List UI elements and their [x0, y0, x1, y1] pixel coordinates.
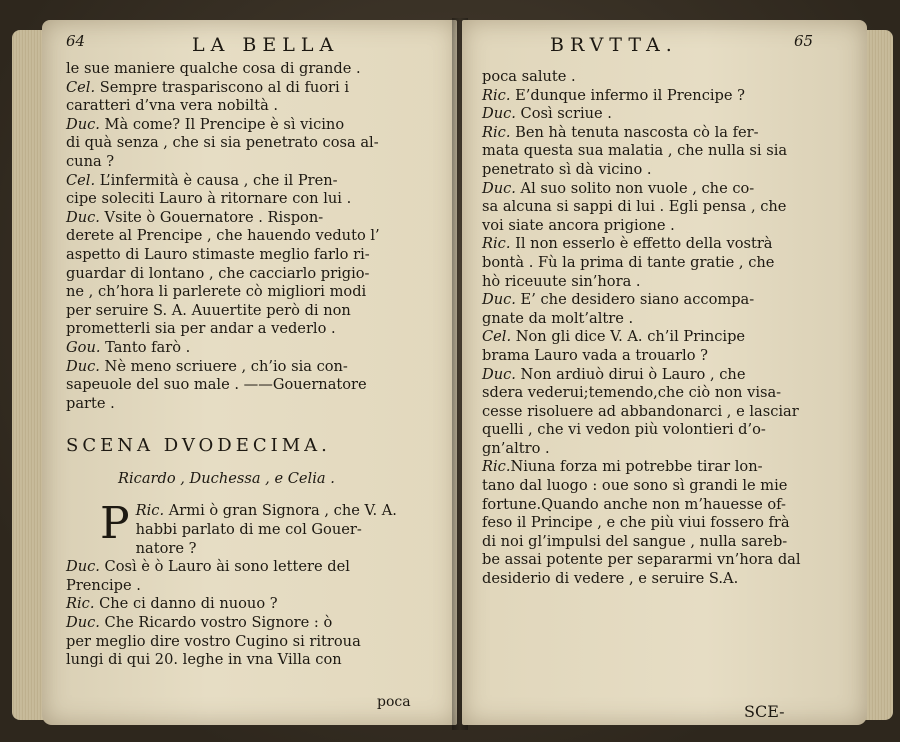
line-text: di quà senza , che si sia penetrato cosa al- — [66, 134, 379, 152]
right-running-head: BRVTTA. — [550, 34, 678, 56]
text-line — [66, 283, 438, 302]
text-line — [482, 458, 852, 477]
text-line — [66, 246, 438, 265]
speaker-label: Cel. — [66, 78, 96, 96]
speaker-label: Cel. — [66, 171, 96, 189]
line-text: E’ che desidero siano accompa- — [515, 291, 755, 309]
line-text: parte . — [66, 394, 115, 412]
speaker-label: Duc. — [66, 357, 100, 375]
speaker-label: Duc. — [482, 365, 516, 383]
line-text: be assai potente per separarmi vn’hora dal — [482, 551, 801, 569]
line-text: Niuna forza mi potrebbe tirar lon- — [510, 458, 763, 476]
text-line — [66, 79, 438, 98]
line-text: di noi gl’impulsi del sangue , nulla sareb- — [482, 532, 788, 550]
text-line — [66, 265, 438, 284]
line-text: ne , ch’hora li parlerete cò migliori modi — [66, 283, 367, 301]
line-text: natore ? — [135, 539, 197, 557]
speaker-label: Ric. — [135, 502, 165, 520]
line-text: Mà come? Il Prencipe è sì vicino — [99, 115, 345, 133]
scene-title: SCENA DVODECIMA. — [66, 435, 331, 457]
text-line — [66, 376, 438, 395]
line-text: sapeuole del suo male . ——Gouernatore — [66, 376, 367, 394]
speaker-label: Ric. — [66, 595, 95, 613]
drop-cap: P — [100, 498, 130, 550]
left-page — [42, 20, 457, 725]
text-line — [482, 421, 852, 440]
line-text: Così è ò Lauro ài sono lettere del — [99, 558, 350, 576]
text-line — [482, 366, 852, 385]
speaker-label: Ric. — [482, 458, 511, 476]
text-line — [482, 142, 852, 161]
text-line — [66, 577, 438, 596]
line-text: feso il Principe , e che più viui fossero frà — [482, 514, 790, 532]
text-line — [66, 395, 438, 414]
text-line — [66, 558, 438, 577]
right-page-text — [482, 68, 852, 589]
speaker-label: Duc. — [482, 291, 516, 309]
line-text: cipe soleciti Lauro à ritornare con lui . — [66, 190, 352, 208]
speaker-label: Duc. — [482, 105, 516, 123]
line-text: Prencipe . — [66, 576, 141, 594]
speaker-label: Ric. — [482, 86, 511, 104]
line-text: quelli , che vi vedon più volontieri d’o- — [482, 421, 766, 439]
text-line — [482, 533, 852, 552]
text-line — [66, 227, 438, 246]
line-text: bontà . Fù la prima di tante gratie , che — [482, 253, 775, 271]
text-line — [482, 235, 852, 254]
line-text: Tanto farò . — [100, 338, 191, 356]
text-line — [66, 358, 438, 377]
right-catchword: SCE- — [744, 702, 785, 721]
line-text: fortune.Quando anche non m’hauesse of- — [482, 495, 786, 513]
line-text: desiderio di vedere , e seruire S.A. — [482, 570, 739, 588]
line-text: Vsite ò Gouernatore . Rispon- — [99, 208, 324, 226]
line-text: L’infermità è causa , che il Pren- — [95, 171, 338, 189]
speaker-label: Duc. — [66, 115, 100, 133]
text-line — [482, 496, 852, 515]
line-text: gnate da molt’altre . — [482, 309, 634, 327]
scene-cast: Ricardo , Duchessa , e Celia . — [118, 469, 335, 487]
line-text: derete al Prencipe , che hauendo veduto l’ — [66, 227, 380, 245]
line-text: voi siate ancora prigione . — [482, 216, 675, 234]
left-catchword: poca — [377, 694, 411, 710]
line-text: cesse risoluere ad abbandonarci , e lasciar — [482, 402, 799, 420]
text-line — [66, 209, 438, 228]
line-text: le sue maniere qualche cosa di grande . — [66, 60, 361, 77]
line-text: per seruire S. A. Auuertite però di non — [66, 301, 351, 319]
text-line — [66, 153, 438, 172]
text-line — [482, 310, 852, 329]
text-line — [66, 134, 438, 153]
text-line — [66, 339, 438, 358]
line-text: habbi parlato di me col Gouer- — [135, 521, 362, 539]
line-text: Sempre traspariscono al di fuori i — [95, 78, 349, 96]
text-line — [66, 60, 438, 79]
left-page-edges — [12, 30, 44, 720]
line-text: Nè meno scriuere , ch’io sia con- — [99, 357, 348, 375]
text-line — [482, 105, 852, 124]
left-running-head: LA BELLA — [192, 34, 340, 56]
line-text: aspetto di Lauro stimaste meglio farlo ri- — [66, 245, 370, 263]
line-text: Al suo solito non vuole , che co- — [515, 179, 755, 197]
line-text: Così scriue . — [515, 105, 612, 123]
text-line — [482, 254, 852, 273]
text-line — [482, 440, 852, 459]
text-line — [482, 384, 852, 403]
text-line — [482, 347, 852, 366]
speaker-label: Ric. — [482, 123, 511, 141]
line-text: poca salute . — [482, 68, 576, 85]
line-text: Il non esserlo è effetto della vostrà — [510, 235, 773, 253]
right-page-edges — [865, 30, 893, 720]
speaker-label: Gou. — [66, 338, 101, 356]
text-line — [482, 124, 852, 143]
text-line — [66, 172, 438, 191]
left-page-number: 64 — [66, 32, 86, 50]
text-line — [482, 180, 852, 199]
line-text: Che Ricardo vostro Signore : ò — [99, 614, 333, 632]
line-text: E’dunque infermo il Prencipe ? — [510, 86, 745, 104]
line-text: penetrato sì dà vicino . — [482, 160, 652, 178]
line-text: Non gli dice V. A. ch’il Principe — [511, 328, 746, 346]
text-line — [66, 97, 438, 116]
text-line — [482, 477, 852, 496]
speaker-label: Duc. — [482, 179, 516, 197]
speaker-label: Duc. — [66, 614, 100, 632]
speaker-label: Ric. — [482, 235, 511, 253]
text-line — [482, 328, 852, 347]
text-line — [482, 291, 852, 310]
text-line — [66, 190, 438, 209]
text-line — [482, 161, 852, 180]
right-page-number: 65 — [794, 32, 814, 50]
text-line — [482, 198, 852, 217]
text-line — [482, 403, 852, 422]
speaker-label: Cel. — [482, 328, 512, 346]
right-lines — [482, 68, 852, 589]
line-text: Armi ò gran Signora , che V. A. — [164, 502, 397, 520]
line-text: Non ardiuò dirui ò Lauro , che — [515, 365, 746, 383]
line-text: sdera vederui;temendo,che ciò non visa- — [482, 384, 782, 402]
text-line — [66, 116, 438, 135]
line-text: cuna ? — [66, 152, 115, 170]
line-text: sa alcuna si sappi di lui . Egli pensa , che — [482, 198, 787, 216]
line-text: lungi di qui 20. leghe in vna Villa con — [66, 651, 342, 669]
line-text: prometterli sia per andar a vederlo . — [66, 320, 336, 338]
line-text: hò riceuute sin’hora . — [482, 272, 641, 290]
text-line — [66, 651, 438, 670]
text-line — [482, 273, 852, 292]
line-text: guardar di lontano , che cacciarlo prigio- — [66, 264, 370, 282]
text-line — [66, 633, 438, 652]
text-line — [66, 320, 438, 339]
text-line — [482, 570, 852, 589]
text-line — [66, 614, 438, 633]
text-line — [66, 302, 438, 321]
text-line — [66, 595, 438, 614]
line-text: gn’altro . — [482, 439, 550, 457]
left-lines — [66, 60, 438, 413]
text-line — [482, 514, 852, 533]
line-text: per meglio dire vostro Cugino si ritroua — [66, 632, 361, 650]
text-line — [482, 217, 852, 236]
line-text: mata questa sua malatia , che nulla si sia — [482, 142, 788, 160]
text-line — [482, 68, 852, 87]
line-text: tano dal luogo : oue sono sì grandi le mie — [482, 477, 788, 495]
line-text: Ben hà tenuta nascosta cò la fer- — [510, 123, 759, 141]
right-page — [462, 20, 867, 725]
speaker-label: Duc. — [66, 558, 100, 576]
speaker-label: Duc. — [66, 208, 100, 226]
line-text: caratteri d’vna vera nobiltà . — [66, 97, 279, 115]
text-line — [482, 87, 852, 106]
line-text: Che ci danno di nuouo ? — [94, 595, 278, 613]
line-text: brama Lauro vada a trouarlo ? — [482, 346, 708, 364]
text-line — [482, 551, 852, 570]
left-page-text — [66, 60, 438, 670]
